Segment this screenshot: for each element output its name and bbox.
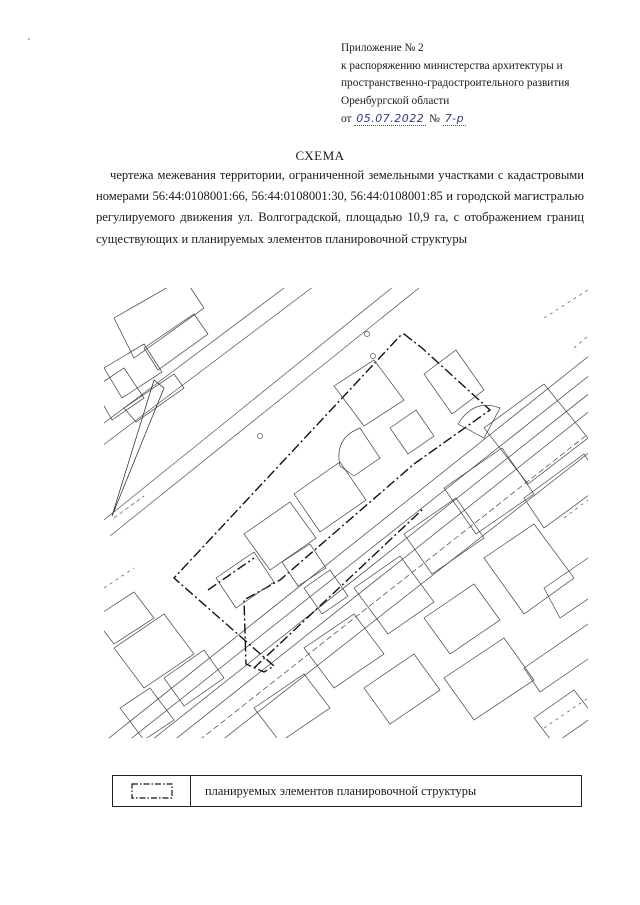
buildings-inside — [216, 350, 500, 614]
number-prefix: № — [429, 113, 440, 126]
appendix-line-development: пространственно-градостроительного развития — [341, 77, 570, 90]
legend-symbol — [113, 776, 191, 806]
appendix-line-region: Оренбургской области — [341, 94, 450, 107]
document-description: чертежа межевания территории, ограниченной земельными участками с кадастровыми номерами 56:44:0108001:66, 56:44:0108001:30, 56:44:0108001:85 и городской магистралью регулируемого движения ул. Волгоградской, площадью 10,9 га, с отображением границ существующих и планируемых элементов планировочной структуры — [96, 168, 584, 246]
small-markers — [258, 332, 376, 439]
date-prefix: от — [341, 113, 352, 126]
right-dashed-lines — [104, 290, 588, 728]
appendix-title: Приложение № 2 — [341, 42, 424, 54]
block-top-left — [104, 288, 208, 516]
appendix-date-line — [341, 110, 631, 129]
cadastral-map — [104, 288, 588, 738]
number-handwritten: 7-р — [444, 112, 465, 126]
scan-dot — [28, 38, 30, 40]
upper-street-lines — [104, 288, 424, 536]
dash-dot-rectangle-icon — [129, 781, 175, 801]
buildings-right — [254, 384, 588, 738]
buildings-bottom-left — [104, 592, 224, 738]
document-title: СХЕМА — [295, 148, 345, 163]
appendix-header — [341, 40, 631, 129]
date-handwritten: 05.07.2022 — [356, 112, 425, 126]
planned-boundary — [174, 334, 490, 672]
legend-label: планируемых элементов планировочной структуры — [205, 783, 477, 798]
legend-table — [112, 775, 582, 807]
appendix-line-ministry: к распоряжению министерства архитектуры и — [341, 59, 563, 72]
